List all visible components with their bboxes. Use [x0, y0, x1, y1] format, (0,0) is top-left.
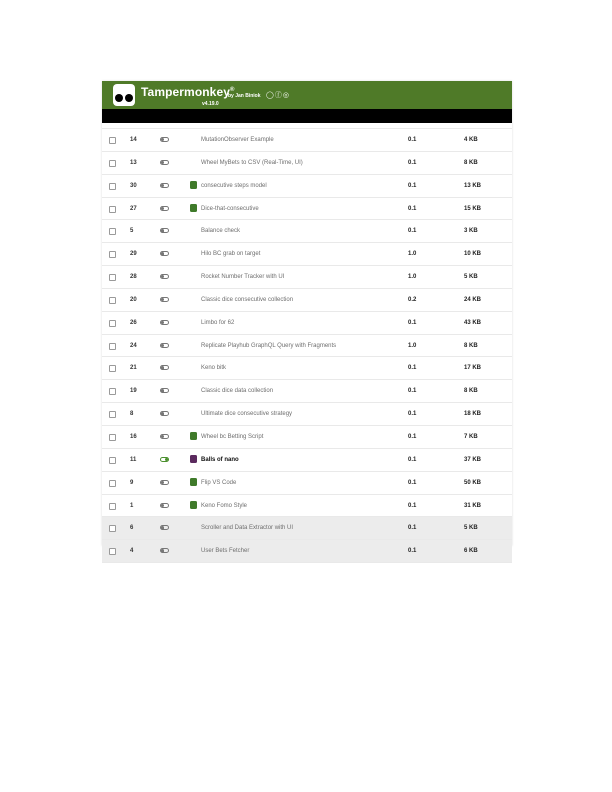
- script-version: 0.1: [408, 502, 417, 509]
- script-version: 0.1: [408, 456, 417, 463]
- enable-toggle[interactable]: [160, 388, 169, 393]
- script-order-number: 29: [130, 251, 137, 258]
- script-version: 1.0: [408, 274, 417, 281]
- select-checkbox[interactable]: [109, 274, 116, 281]
- script-order-number: 13: [130, 159, 137, 166]
- table-row[interactable]: [102, 198, 512, 221]
- script-size: 18 KB: [464, 411, 482, 418]
- script-version: 0.2: [408, 296, 417, 303]
- app-title: Tampermonkey®: [141, 85, 235, 99]
- script-name-link[interactable]: Limbo for 62: [201, 319, 235, 326]
- enable-toggle[interactable]: [160, 503, 169, 508]
- select-checkbox[interactable]: [109, 160, 116, 167]
- script-name-link[interactable]: consecutive steps model: [201, 182, 267, 189]
- script-size: 5 KB: [464, 525, 478, 532]
- script-order-number: 9: [130, 479, 134, 486]
- script-size: 24 KB: [464, 296, 482, 303]
- script-size: 15 KB: [464, 205, 482, 212]
- script-order-number: 20: [130, 296, 137, 303]
- enable-toggle[interactable]: [160, 320, 169, 325]
- script-name-link[interactable]: Dice-that-consecutive: [201, 205, 259, 212]
- select-checkbox[interactable]: [109, 183, 116, 190]
- enable-toggle[interactable]: [160, 160, 169, 165]
- script-version: 1.0: [408, 251, 417, 258]
- script-order-number: 1: [130, 502, 134, 509]
- select-checkbox[interactable]: [109, 548, 116, 555]
- script-name-link[interactable]: Keno Fomo Style: [201, 502, 248, 509]
- script-order-number: 4: [130, 548, 134, 555]
- table-row[interactable]: [102, 289, 512, 312]
- github-icon[interactable]: ◯: [266, 92, 275, 99]
- script-version: 0.1: [408, 137, 417, 143]
- select-checkbox[interactable]: [109, 228, 116, 235]
- enable-toggle[interactable]: [160, 206, 169, 211]
- select-checkbox[interactable]: [109, 480, 116, 487]
- script-name-link[interactable]: Rocket Number Tracker with UI: [201, 274, 285, 281]
- script-version: 0.1: [408, 228, 417, 235]
- script-size: 31 KB: [464, 502, 482, 509]
- script-size: 8 KB: [464, 159, 478, 166]
- table-row[interactable]: [102, 380, 512, 403]
- select-checkbox[interactable]: [109, 343, 116, 350]
- table-row[interactable]: [102, 540, 512, 563]
- script-order-number: 19: [130, 388, 137, 395]
- table-row[interactable]: [102, 403, 512, 426]
- enable-toggle[interactable]: [160, 548, 169, 553]
- enable-toggle[interactable]: [160, 365, 169, 370]
- table-row[interactable]: [102, 243, 512, 266]
- script-name-link[interactable]: Ultimate dice consecutive strategy: [201, 411, 293, 418]
- script-size: 8 KB: [464, 388, 478, 395]
- script-icon: [190, 455, 197, 463]
- script-version: 0.1: [408, 205, 417, 212]
- script-name-link[interactable]: Hilo BC grab on target: [201, 251, 261, 258]
- script-icon: [190, 181, 197, 189]
- table-row[interactable]: [102, 312, 512, 335]
- script-size: 4 KB: [464, 137, 478, 143]
- script-version: 0.1: [408, 548, 417, 555]
- select-checkbox[interactable]: [109, 137, 116, 144]
- script-version: 0.1: [408, 411, 417, 418]
- script-size: 7 KB: [464, 433, 478, 440]
- script-version: 0.1: [408, 319, 417, 326]
- script-size: 43 KB: [464, 319, 482, 326]
- table-row[interactable]: [102, 220, 512, 243]
- header-bar: [102, 81, 512, 109]
- select-checkbox[interactable]: [109, 320, 116, 327]
- script-size: 3 KB: [464, 228, 478, 235]
- script-size: 5 KB: [464, 274, 478, 281]
- script-name-link[interactable]: Wheel MyBets to CSV (Real-Time, UI): [201, 159, 303, 166]
- script-name-link[interactable]: Wheel bc Betting Script: [201, 433, 264, 440]
- script-list: [102, 129, 512, 563]
- select-checkbox[interactable]: [109, 365, 116, 372]
- select-checkbox[interactable]: [109, 297, 116, 304]
- script-version: 0.1: [408, 433, 417, 440]
- script-icon: [190, 478, 197, 486]
- script-size: 6 KB: [464, 548, 478, 555]
- script-version: 0.1: [408, 159, 417, 166]
- enable-toggle[interactable]: [160, 343, 169, 348]
- script-order-number: 21: [130, 365, 137, 372]
- tampermonkey-dashboard: [102, 81, 512, 555]
- table-row[interactable]: [102, 357, 512, 380]
- script-order-number: 26: [130, 319, 137, 326]
- script-name-link[interactable]: Balls of nano: [201, 456, 239, 463]
- table-row[interactable]: [102, 426, 512, 449]
- table-row[interactable]: [102, 472, 512, 495]
- script-name-link[interactable]: Classic dice data collection: [201, 388, 274, 395]
- script-size: 8 KB: [464, 342, 478, 349]
- enable-toggle[interactable]: [160, 411, 169, 416]
- select-checkbox[interactable]: [109, 411, 116, 418]
- script-size: 13 KB: [464, 182, 482, 189]
- script-order-number: 27: [130, 205, 137, 212]
- script-size: 17 KB: [464, 365, 482, 372]
- enable-toggle[interactable]: [160, 228, 169, 233]
- script-name-link[interactable]: Keno bitk: [201, 365, 227, 372]
- instagram-icon[interactable]: ◎: [282, 92, 290, 99]
- script-name-link[interactable]: MutationObserver Example: [201, 137, 274, 143]
- enable-toggle[interactable]: [160, 137, 169, 142]
- script-name-link[interactable]: Classic dice consecutive collection: [201, 296, 294, 303]
- social-links: [266, 90, 290, 100]
- script-version: 0.1: [408, 182, 417, 189]
- facebook-icon[interactable]: ⓕ: [274, 92, 283, 99]
- script-order-number: 8: [130, 411, 134, 418]
- enable-toggle[interactable]: [160, 183, 169, 188]
- select-checkbox[interactable]: [109, 251, 116, 258]
- script-name-link[interactable]: Flip VS Code: [201, 479, 237, 486]
- table-row[interactable]: [102, 449, 512, 472]
- script-icon: [190, 501, 197, 509]
- table-row[interactable]: [102, 175, 512, 198]
- table-row[interactable]: [102, 335, 512, 358]
- script-order-number: 11: [130, 456, 137, 463]
- select-checkbox[interactable]: [109, 503, 116, 510]
- script-version: 1.0: [408, 342, 417, 349]
- table-row[interactable]: [102, 152, 512, 175]
- script-version: 0.1: [408, 479, 417, 486]
- table-row[interactable]: [102, 129, 512, 152]
- script-order-number: 5: [130, 228, 134, 235]
- script-order-number: 6: [130, 525, 134, 532]
- script-size: 50 KB: [464, 479, 482, 486]
- script-version: 0.1: [408, 525, 417, 532]
- script-order-number: 24: [130, 342, 137, 349]
- script-order-number: 30: [130, 182, 137, 189]
- script-icon: [190, 204, 197, 212]
- enable-toggle[interactable]: [160, 525, 169, 530]
- table-row[interactable]: [102, 266, 512, 289]
- script-name-link[interactable]: User Bets Fetcher: [201, 548, 250, 555]
- script-order-number: 16: [130, 433, 137, 440]
- script-icon: [190, 432, 197, 440]
- select-checkbox[interactable]: [109, 525, 116, 532]
- tab-bar: [102, 109, 512, 123]
- script-size: 37 KB: [464, 456, 482, 463]
- select-checkbox[interactable]: [109, 388, 116, 395]
- script-version: 0.1: [408, 365, 417, 372]
- enable-toggle[interactable]: [160, 251, 169, 256]
- author-byline: by Jan Biniok: [228, 93, 261, 99]
- select-checkbox[interactable]: [109, 457, 116, 464]
- select-checkbox[interactable]: [109, 434, 116, 441]
- enable-toggle[interactable]: [160, 480, 169, 485]
- script-order-number: 28: [130, 274, 137, 281]
- enable-toggle[interactable]: [160, 297, 169, 302]
- tampermonkey-logo-icon[interactable]: [113, 84, 135, 106]
- script-name-link[interactable]: Replicate Playhub GraphQL Query with Fragments: [201, 342, 337, 349]
- enable-toggle[interactable]: [160, 457, 169, 462]
- script-name-link[interactable]: Scroller and Data Extractor with UI: [201, 525, 294, 532]
- script-name-link[interactable]: Balance check: [201, 228, 241, 235]
- app-version: v4.19.0: [202, 101, 219, 107]
- table-row[interactable]: [102, 517, 512, 540]
- script-size: 10 KB: [464, 251, 482, 258]
- script-order-number: 14: [130, 137, 137, 143]
- script-version: 0.1: [408, 388, 417, 395]
- select-checkbox[interactable]: [109, 206, 116, 213]
- enable-toggle[interactable]: [160, 434, 169, 439]
- enable-toggle[interactable]: [160, 274, 169, 279]
- table-row[interactable]: [102, 495, 512, 518]
